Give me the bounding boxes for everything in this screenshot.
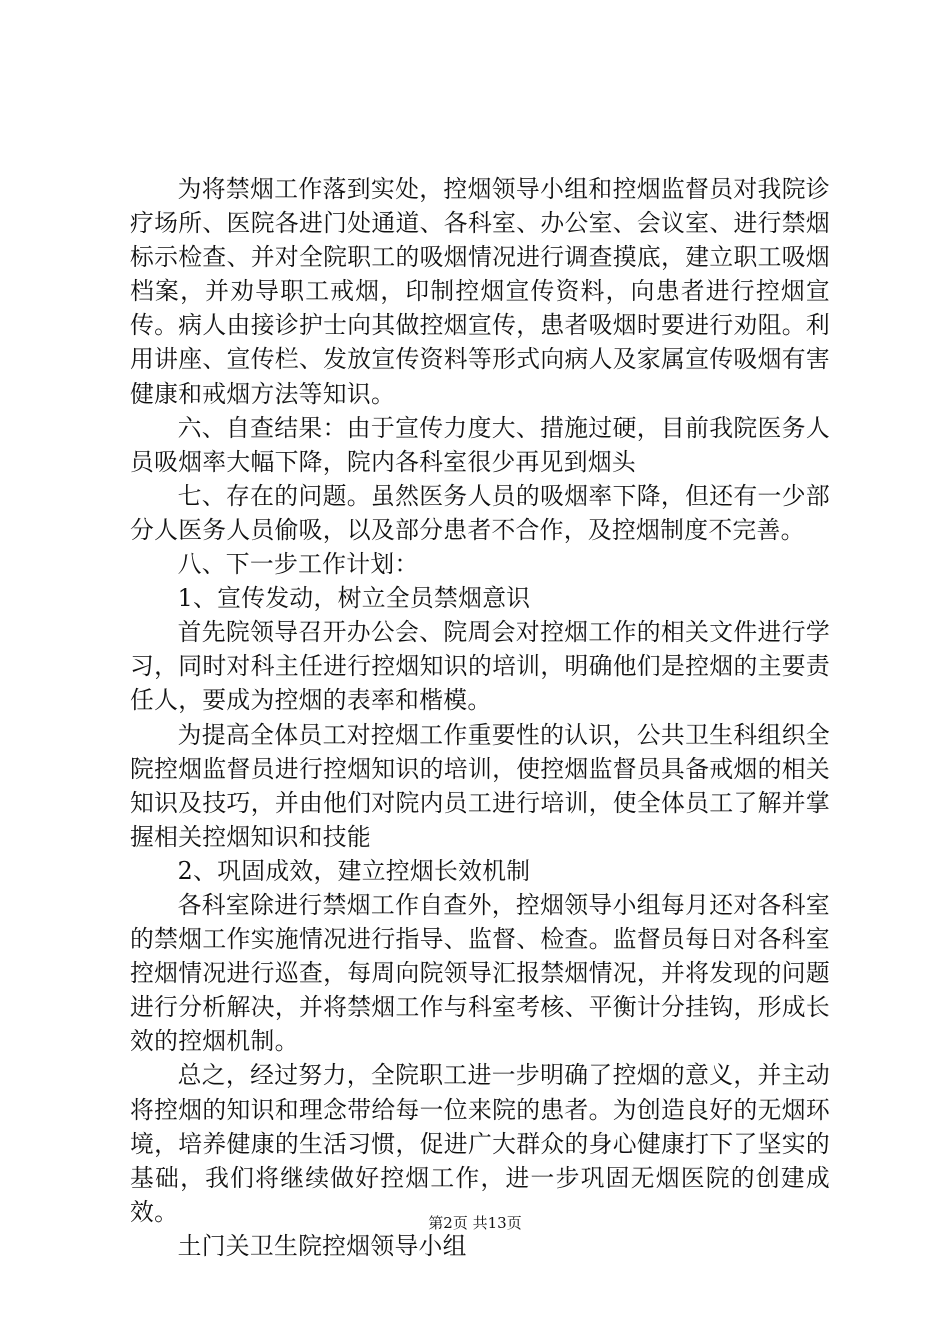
paragraph-existing-problems: 七、存在的问题。虽然医务人员的吸烟率下降，但还有一少部分人医务人员偷吸，以及部分患者不合作，及控烟制度不完善。 — [130, 481, 830, 544]
paragraph-smoking-ban-implementation: 为将禁烟工作落到实处，控烟领导小组和控烟监督员对我院诊疗场所、医院各进门处通道、各科室、办公室、会议室、进行禁烟标示检查、并对全院职工的吸烟情况进行调查摸底，建立职工吸烟档案，并劝导职工戒烟，印制控烟宣传资料，向患者进行控烟宣传。病人由接诊护士向其做控烟宣传，患者吸烟时要进行劝阻。利用讲座、宣传栏、发放宣传资料等形式向病人及家属宣传吸烟有害健康和戒烟方法等知识。 — [130, 175, 830, 408]
heading-next-steps: 八、下一步工作计划： — [177, 550, 419, 579]
document-body — [130, 172, 830, 1263]
paragraph-staff-training: 为提高全体员工对控烟工作重要性的认识，公共卫生科组织全院控烟监督员进行控烟知识的培训，使控烟监督员具备戒烟的相关知识及技巧，并由他们对院内员工进行培训，使全体员工了解并掌握相关控烟知识和技能 — [130, 720, 830, 851]
paragraph-leadership-meetings: 首先院领导召开办公会、院周会对控烟工作的相关文件进行学习，同时对科主任进行控烟知识的培训，明确他们是控烟的主要责任人，要成为控烟的表率和楷模。 — [130, 618, 830, 715]
paragraph-department-inspection: 各科室除进行禁烟工作自查外，控烟领导小组每月还对各科室的禁烟工作实施情况进行指导、监督、检查。监督员每日对各科室控烟情况进行巡查，每周向院领导汇报禁烟情况，并将发现的问题进行分析解决，并将禁烟工作与科室考核、平衡计分挂钩，形成长效的控烟机制。 — [130, 890, 830, 1056]
page-footer — [0, 1213, 950, 1233]
heading-long-term-mechanism: 2、巩固成效，建立控烟长效机制 — [177, 856, 531, 885]
paragraph-self-inspection-results: 六、自查结果：由于宣传力度大、措施过硬，目前我院医务人员吸烟率大幅下降，院内各科室很少再见到烟头 — [130, 413, 830, 476]
signature-organization: 土门关卫生院控烟领导小组 — [177, 1231, 467, 1260]
paragraph-conclusion: 总之，经过努力，全院职工进一步明确了控烟的意义，并主动将控烟的知识和理念带给每一位来院的患者。为创造良好的无烟环境，培养健康的生活习惯，促进广大群众的身心健康打下了坚实的基础，我们将继续做好控烟工作，进一步巩固无烟医院的创建成效。 — [130, 1061, 830, 1226]
page-number-label: 第2页 共13页 — [428, 1214, 522, 1232]
heading-publicity-mobilization: 1、宣传发动，树立全员禁烟意识 — [177, 584, 531, 613]
